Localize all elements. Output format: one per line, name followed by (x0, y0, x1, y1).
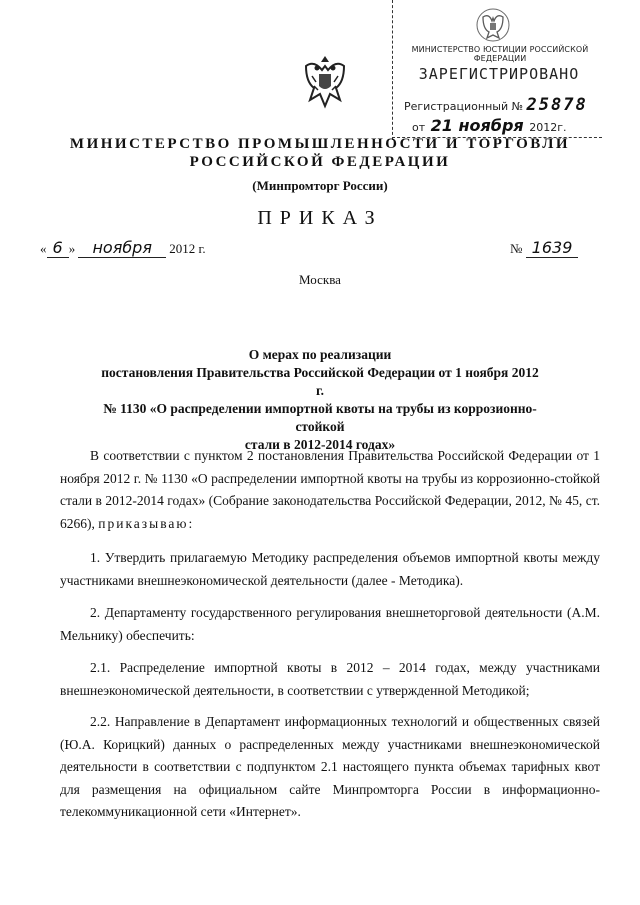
paragraph-1 (60, 547, 600, 592)
ministry-short-name: (Минпромторг России) (252, 178, 388, 193)
order-keyword: приказываю: (98, 515, 195, 531)
order-number-label: № (510, 241, 523, 256)
order-year: 2012 г. (169, 241, 206, 256)
stamp-reg-number: 25878 (526, 95, 588, 115)
stamp-registration-number (404, 95, 588, 115)
stamp-registered-label: ЗАРЕГИСТРИРОВАНО (418, 65, 580, 83)
stamp-reg-label: Регистрационный № (404, 100, 524, 113)
order-title (100, 346, 540, 454)
stamp-date-year: 2012г. (529, 121, 567, 134)
title-line-3: № 1130 «О распределении импортной квоты на трубы из коррозионно-стойкой (103, 401, 537, 434)
paragraph-2-text: 2. Департаменту государственного регулирования внешнеторговой деятельности (А.М. Мельнику) обеспечить: (60, 605, 600, 643)
ministry-name-line2: РОССИЙСКОЙ ФЕДЕРАЦИИ (189, 154, 451, 170)
paragraph-2 (60, 602, 600, 647)
order-date: « 6 » ноября 2012 г. (40, 238, 206, 257)
paragraph-2-2-text: 2.2. Направление в Департамент информационных технологий и общественных связей (Ю.А. Корицкий) данных о распределенных между участниками внешнеэкономической деятельности в соответствии с подпунктом 2.1 настоящего пункта объемах тарифных квот для размещения на официальном сайте Минпромторга России в информационно-телекоммуникационной сети «Интернет». (60, 714, 600, 819)
city: Москва (299, 272, 341, 287)
preamble-paragraph (60, 445, 600, 535)
coat-of-arms-emblem (300, 52, 350, 110)
stamp-date-handwritten: 21 ноября (430, 116, 524, 135)
order-number-value: 1639 (526, 238, 579, 258)
stamp-emblem-icon (475, 5, 511, 45)
order-number (510, 238, 578, 258)
stamp-border-left (392, 0, 393, 140)
stamp-ministry-name: МИНИСТЕРСТВО ЮСТИЦИИ РОССИЙСКОЙ ФЕДЕРАЦИИ (411, 45, 589, 63)
paragraph-2-1-text: 2.1. Распределение импортной квоты в 2012 – 2014 годах, между участниками внешнеэкономической деятельности, в соответствии с утвержденной Методикой; (60, 660, 600, 698)
title-line-1: О мерах по реализации (248, 347, 392, 362)
stamp-registration-date (412, 116, 566, 135)
paragraph-2-2 (60, 711, 600, 824)
ministry-name-line1: МИНИСТЕРСТВО ПРОМЫШЛЕННОСТИ И ТОРГОВЛИ (69, 136, 571, 152)
order-month: ноября (78, 238, 166, 258)
title-line-2: постановления Правительства Российской Федерации от 1 ноября 2012 г. (101, 365, 539, 398)
paragraph-2-1 (60, 657, 600, 702)
stamp-date-prefix: от (412, 121, 426, 134)
document-type-heading: ПРИКАЗ (257, 207, 383, 229)
title-line-4: стали в 2012-2014 годах» (244, 437, 396, 452)
paragraph-1-text: 1. Утвердить прилагаемую Методику распределения объемов импортной квоты между участниками внешнеэкономической деятельности (далее - Методика). (60, 550, 600, 588)
preamble-text: В соответствии с пунктом 2 постановления Правительства Российской Федерации от 1 ноября 2012 г. № 1130 «О распределении импортной квоты на трубы из коррозионно-стойкой стали в 2012-2014 годах» (Собрание законодательства Российской Федерации, 2012, № 45, ст. 6266), (60, 448, 600, 531)
order-day: 6 (47, 238, 69, 258)
